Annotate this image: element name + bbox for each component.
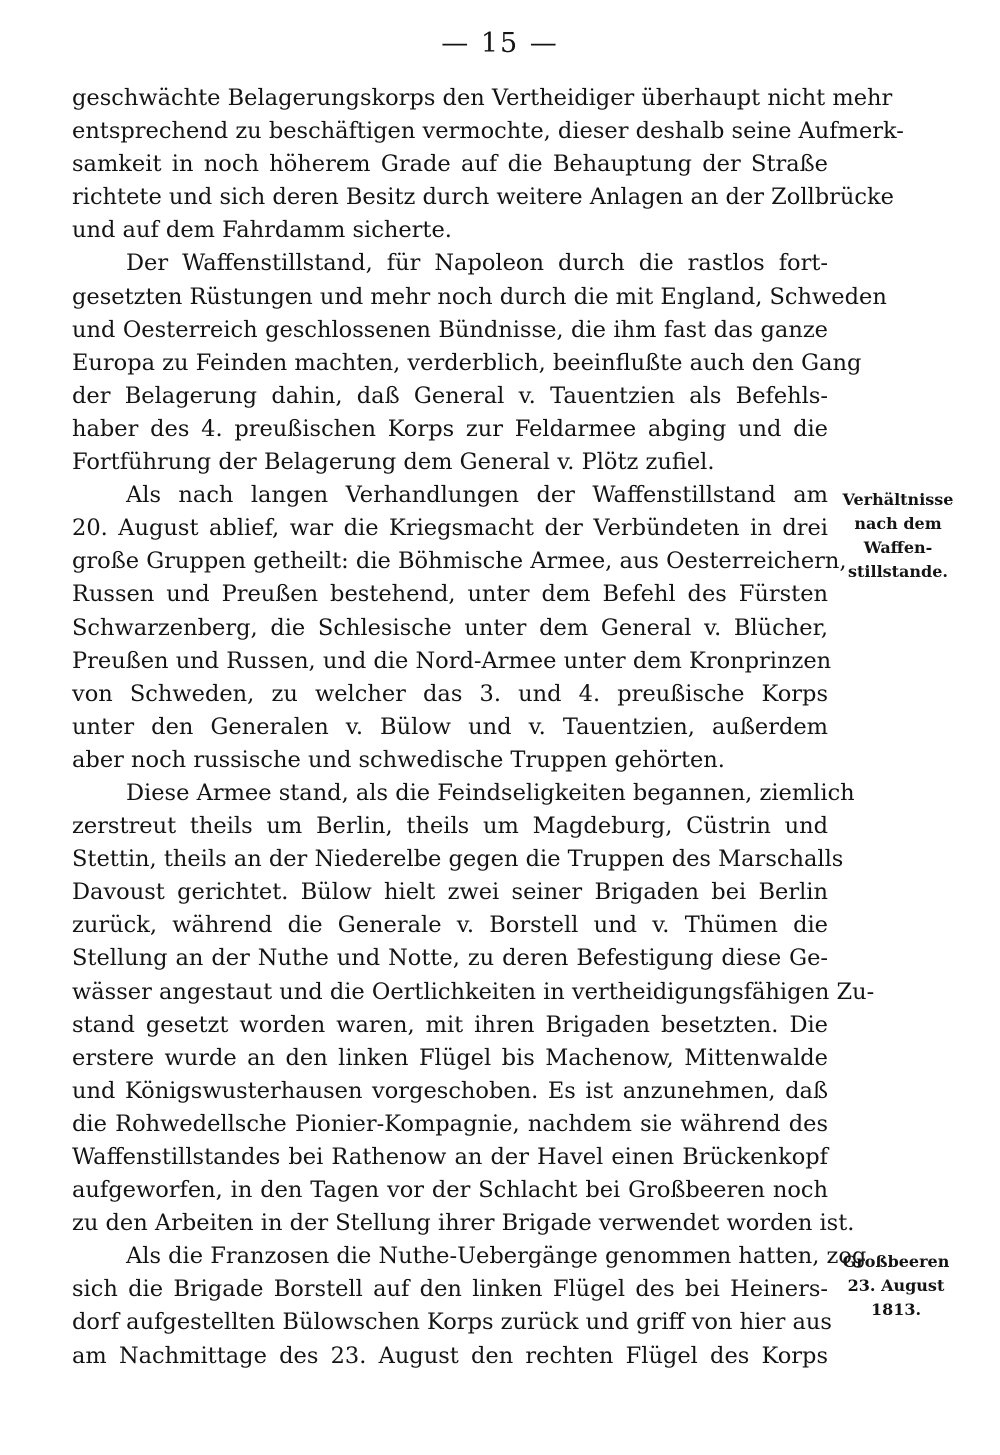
text-line: große Gruppen getheilt: die Böhmische Armee, aus Oesterreichern, [72, 548, 847, 575]
text-line: Preußen und Russen, und die Nord-Armee unter dem Kronprinzen [72, 647, 832, 674]
text-line: erstere wurde an den linken Flügel bis Machenow, Mittenwalde [72, 1044, 828, 1071]
text-line: aber noch russische und schwedische Truppen gehörten. [72, 746, 725, 773]
text-line: Fortführung der Belagerung dem General v. Plötz zufiel. [72, 449, 715, 476]
text-line: Stettin, theils an der Niederelbe gegen die Truppen des Marschalls [72, 846, 844, 873]
paragraph [72, 479, 847, 777]
text-line: Stellung an der Nuthe und Notte, zu deren Befestigung diese Ge- [72, 945, 828, 972]
text-line: am Nachmittage des 23. August den rechten Flügel des Korps [72, 1342, 828, 1369]
text-line: haber des 4. preußischen Korps zur Feldarmee abging und die [72, 415, 828, 442]
text-line: Davoust gerichtet. Bülow hielt zwei seiner Brigaden bei Berlin [72, 879, 828, 906]
paragraph [72, 777, 875, 1240]
text-line: Waffenstillstandes bei Rathenow an der Havel einen Brückenkopf [72, 1144, 828, 1170]
paragraph [72, 82, 904, 247]
text-line: von Schweden, zu welcher das 3. und 4. preußische Korps [72, 680, 828, 707]
text-line: zu den Arbeiten in der Stellung ihrer Brigade verwendet worden ist. [72, 1210, 855, 1237]
text-line: Diese Armee stand, als die Feindseligkeiten begannen, ziemlich [126, 779, 855, 806]
text-line: entsprechend zu beschäftigen vermochte, dieser deshalb seine Aufmerk- [72, 118, 904, 145]
margin-note-line: 23. August [847, 1276, 945, 1295]
text-line: samkeit in noch höherem Grade auf die Behauptung der Straße [72, 151, 828, 178]
text-line: sich die Brigade Borstell auf den linken Flügel des bei Heiners- [72, 1276, 828, 1303]
text-line: der Belagerung dahin, daß General v. Tauentzien als Befehls- [72, 382, 828, 409]
text-line: dorf aufgestellten Bülowschen Korps zurück und griff von hier aus [72, 1309, 832, 1336]
text-line: und Königswusterhausen vorgeschoben. Es ist anzunehmen, daß [72, 1077, 828, 1104]
text-line: wässer angestaut und die Oertlichkeiten in vertheidigungsfähigen Zu- [72, 978, 875, 1005]
text-line: Schwarzenberg, die Schlesische unter dem General v. Blücher, [72, 614, 828, 641]
text-line: stand gesetzt worden waren, mit ihren Brigaden besetzten. Die [72, 1011, 828, 1038]
text-line: gesetzten Rüstungen und mehr noch durch die mit England, Schweden [72, 283, 887, 310]
text-line: unter den Generalen v. Bülow und v. Tauentzien, außerdem [72, 713, 828, 740]
text-line: Der Waffenstillstand, für Napoleon durch die rastlos fort- [126, 250, 828, 277]
text-line: 20. August ablief, war die Kriegsmacht der Verbündeten in drei [72, 515, 828, 542]
text-line: zurück, während die Generale v. Borstell und v. Thümen die [72, 912, 828, 939]
text-line: und Oesterreich geschlossenen Bündnisse, die ihm fast das ganze [72, 316, 828, 343]
text-line: Als nach langen Verhandlungen der Waffenstillstand am [126, 482, 828, 509]
text-line: Russen und Preußen bestehend, unter dem Befehl des Fürsten [72, 581, 828, 608]
text-line: Als die Franzosen die Nuthe-Uebergänge genommen hatten, zog [126, 1243, 867, 1270]
text-line: aufgeworfen, in den Tagen vor der Schlacht bei Großbeeren noch [72, 1177, 828, 1204]
page-number: — 15 — [441, 28, 559, 59]
margin-note-line: nach dem [854, 514, 942, 533]
margin-note-line: 1813. [870, 1300, 922, 1319]
margin-note-line: Großbeeren [842, 1252, 950, 1271]
text-line: zerstreut theils um Berlin, theils um Magdeburg, Cüstrin und [72, 813, 828, 840]
text-line: Europa zu Feinden machten, verderblich, beeinflußte auch den Gang [72, 349, 862, 376]
margin-note-line: stillstande. [848, 562, 948, 581]
margin-note [836, 1250, 956, 1322]
text-line: richtete und sich deren Besitz durch weitere Anlagen an der Zollbrücke [72, 184, 894, 211]
margin-note-line: Waffen- [863, 538, 933, 557]
margin-note-line: Verhältnisse [842, 490, 954, 509]
margin-note [838, 488, 958, 584]
paragraph [72, 247, 887, 479]
paragraph [72, 1240, 867, 1372]
text-line: geschwächte Belagerungskorps den Vertheidiger überhaupt nicht mehr [72, 85, 893, 111]
text-line: die Rohwedellsche Pionier-Kompagnie, nachdem sie während des [72, 1110, 828, 1137]
text-line: und auf dem Fahrdamm sicherte. [72, 217, 452, 244]
